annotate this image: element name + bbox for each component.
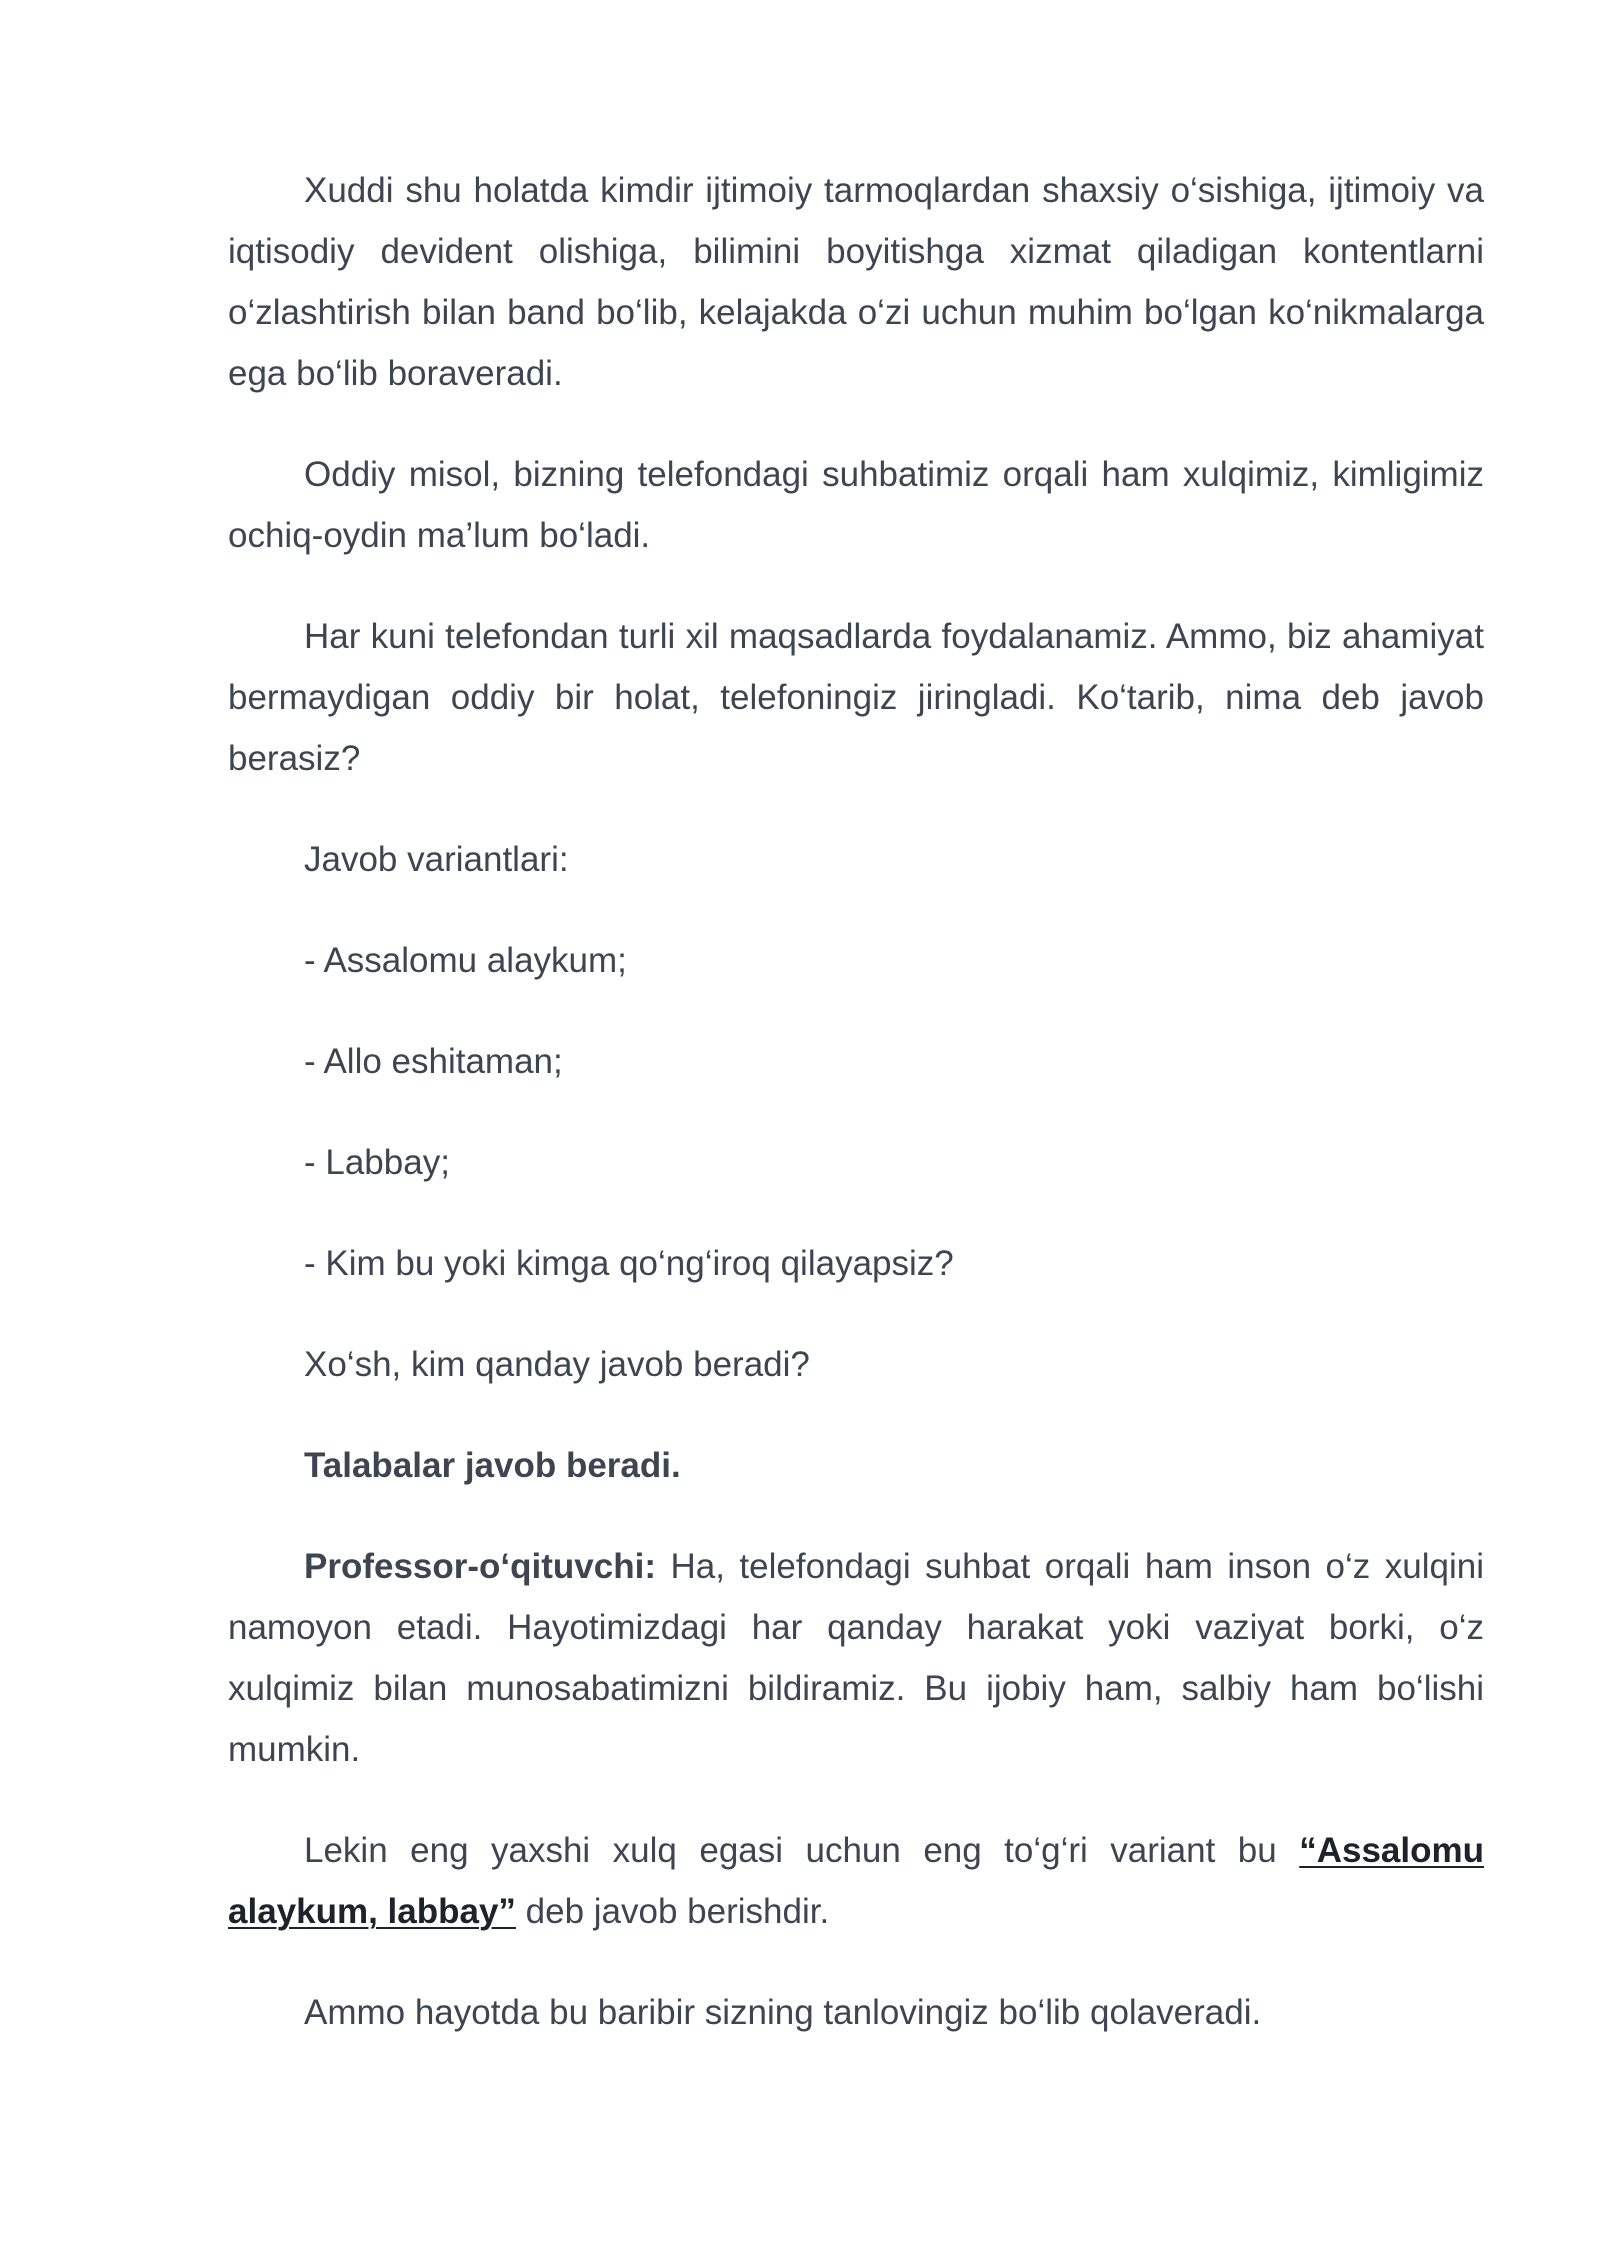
- conclusion-after: deb javob berishdir.: [515, 1892, 830, 1931]
- option-item: - Allo eshitaman;: [304, 1042, 563, 1081]
- professor-label: Professor-o‘qituvchi:: [304, 1547, 656, 1586]
- paragraph-conclusion: [228, 1820, 1484, 1942]
- conclusion-highlight: “Assalomu alaykum, labbay”: [228, 1831, 1484, 1931]
- professor-text: Ha, telefondagi suhbat orqali ham inson o‘z xulqini namoyon etadi. Hayotimizdagi har qanday harakat yoki vaziyat borki, o‘z xulqimiz bilan munosabatimizni bildiramiz. Bu ijobiy ham, salbiy ham bo‘lishi mumkin.: [228, 1547, 1484, 1769]
- options-heading: Javob variantlari:: [304, 840, 569, 879]
- paragraph-phone-question: Har kuni telefondan turli xil maqsadlarda foydalanamiz. Ammo, biz ahamiyat bermaydigan oddiy bir holat, telefoningiz jiringladi. Ko‘tarib, nima deb javob berasiz?: [228, 617, 1484, 778]
- question-line: Xo‘sh, kim qanday javob beradi?: [304, 1345, 810, 1384]
- paragraph-social-media: Xuddi shu holatda kimdir ijtimoiy tarmoqlardan shaxsiy o‘sishiga, ijtimoiy va iqtisodiy devident olishiga, bilimini boyitishga xizmat qiladigan kontentlarni o‘zlashtirish bilan band bo‘lib, kelajakda o‘zi uchun muhim bo‘lgan ko‘nikmalarga ega bo‘lib boraveradi.: [228, 171, 1484, 393]
- conclusion-before: Lekin eng yaxshi xulq egasi uchun eng to‘g‘ri variant bu: [304, 1831, 1300, 1870]
- document-page: [228, 160, 1484, 2083]
- option-item: - Assalomu alaykum;: [304, 941, 627, 980]
- option-item: - Kim bu yoki kimga qo‘ng‘iroq qilayapsiz?: [304, 1244, 954, 1283]
- students-answer-line: Talabalar javob beradi.: [304, 1446, 681, 1485]
- option-item: - Labbay;: [304, 1143, 450, 1182]
- paragraph-professor: [228, 1536, 1484, 1780]
- paragraph-phone-conversation: Oddiy misol, bizning telefondagi suhbatimiz orqali ham xulqimiz, kimligimiz ochiq-oydin ma’lum bo‘ladi.: [228, 455, 1484, 555]
- final-line: Ammo hayotda bu baribir sizning tanlovingiz bo‘lib qolaveradi.: [304, 1993, 1262, 2032]
